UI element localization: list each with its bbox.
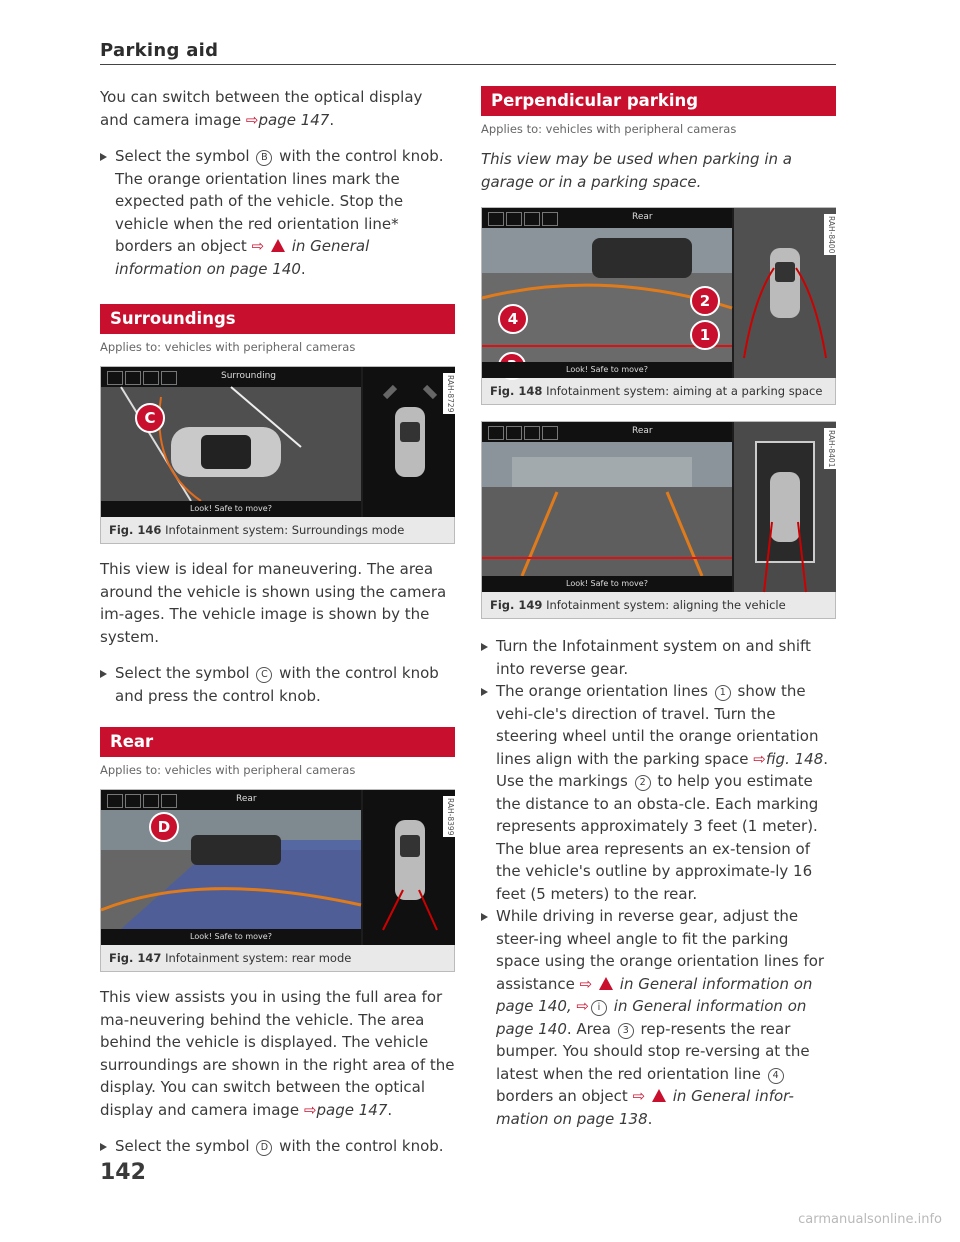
side-view: [734, 422, 836, 592]
text: show the vehi-cle's direction of travel. Turn the steering wheel until the orange orientation lines align with the parking space: [496, 682, 819, 768]
vehicle-top-icon: [734, 208, 836, 378]
instruction-select-b: Select the symbol B with the control knob. The orange orientation lines mark the expected path of the vehicle. Stop the vehicle when the red orientation line* borders an object ⇨ in General information on page 140.: [100, 145, 455, 280]
section-title-rear: Rear: [100, 727, 455, 757]
figure-caption: [482, 378, 835, 404]
warning-icon: [271, 239, 285, 252]
text: . Area: [566, 1019, 611, 1038]
callout-1: 1: [690, 320, 720, 350]
tab-icon: [524, 426, 540, 440]
tab-icon: [542, 426, 558, 440]
warning-strip: Look! Safe to move?: [482, 362, 732, 378]
step-text-rest: with the control knob.: [279, 1137, 444, 1155]
tab-icon: [488, 426, 504, 440]
figure-number: Fig. 147: [109, 951, 162, 965]
status-bar: [101, 367, 361, 387]
applies-note: Applies to: vehicles with peripheral cameras: [100, 763, 356, 777]
step-text: Select the symbol: [115, 1137, 250, 1155]
perpendicular-intro: This view may be used when parking in a garage or in a parking space.: [481, 150, 792, 191]
tab-icon: [488, 212, 504, 226]
tab-icon: [524, 212, 540, 226]
status-bar: [482, 422, 732, 442]
screen-title: Rear: [236, 794, 257, 804]
instruction-list: [481, 635, 836, 1130]
instruction-select-d: [100, 1135, 455, 1158]
page-link[interactable]: page 147: [316, 1100, 388, 1119]
vehicle-top-icon: [363, 367, 455, 517]
arrow-icon: ⇨: [303, 1100, 317, 1119]
tab-icon: [506, 212, 522, 226]
watermark-footer[interactable]: carmanualsonline.info: [798, 1212, 942, 1227]
arrow-icon: ⇨: [245, 110, 259, 129]
tab-icon: [107, 794, 123, 808]
instruction-turn-on: Turn the Infotainment system on and shift into reverse gear.: [481, 635, 836, 680]
figure-number: Fig. 149: [490, 598, 543, 612]
screen-title: Surrounding: [221, 371, 277, 381]
arrow-icon: ⇨: [632, 1087, 646, 1105]
tab-icon: [107, 371, 123, 385]
cross-reference-link[interactable]: in General information on page 140: [496, 997, 807, 1038]
tab-icon: [161, 371, 177, 385]
left-column: [100, 86, 455, 1172]
figure-146: [100, 366, 455, 544]
symbol-b-callout: B: [256, 150, 272, 166]
side-view: [363, 790, 455, 945]
section-title-perpendicular: Perpendicular parking: [481, 86, 836, 116]
tab-icon: [143, 371, 159, 385]
caption-text: Infotainment system: Surroundings mode: [165, 523, 405, 537]
camera-view: [101, 810, 361, 929]
warning-strip: Look! Safe to move?: [101, 501, 361, 517]
figure-number: Fig. 146: [109, 523, 162, 537]
rear-text: This view assists you in using the full area for ma-neuvering behind the vehicle. The area behind the vehicle is displayed. The vehicle surroundings are shown in the right area of the display. You can switch between the optical display and camera image: [100, 988, 455, 1119]
symbol-d-callout: D: [256, 1140, 272, 1156]
figure-link[interactable]: fig. 148: [765, 749, 824, 768]
aligning-screen: [482, 422, 835, 592]
figure-code: RAH-8400: [824, 214, 836, 255]
rear-description: This view assists you in using the full area for ma-neuvering behind the vehicle. The area behind the vehicle is displayed. The vehicle surroundings are shown in the right area of the display. You can switch between the optical display and camera image ⇨page 147.: [100, 988, 455, 1119]
warning-strip: Look! Safe to move?: [482, 576, 732, 592]
arrow-icon: ⇨: [753, 749, 766, 768]
text: While driving in reverse gear, adjust the steer-ing wheel angle to fit the parking space using the orange orientation lines for assistance: [496, 907, 825, 993]
figure-caption: [101, 517, 454, 543]
arrow-icon: ⇨: [251, 237, 265, 255]
caption-text: Infotainment system: aiming at a parking space: [546, 384, 823, 398]
figure-code: RAH-8729: [443, 373, 455, 414]
instruction-select-c: [100, 662, 455, 707]
header-rule: [100, 64, 836, 65]
text: to help you estimate the distance to an obsta-cle. Each marking represents approximately 3 feet (1 meter). The blue area represents an ex-tension of the vehicle's outline by approximate-ly 16 feet (5 meters) to the rear.: [496, 772, 819, 903]
camera-view: [101, 387, 361, 501]
figure-caption: [101, 945, 454, 971]
camera-view: [482, 442, 732, 576]
warning-strip: Look! Safe to move?: [101, 929, 361, 945]
callout-2: 2: [690, 286, 720, 316]
text: rep-resents the rear bumper. You should stop re-versing at the latest when the red orientation line: [496, 1019, 810, 1083]
instruction-steering: While driving in reverse gear, adjust the steer-ing wheel angle to fit the parking space using the orange orientation lines for assistance ⇨ in General information on page 140, ⇨ i in General information on page 140. Area 3 rep-resents the rear bumper. You should stop re-versing at the latest when the red orientation line 4 borders an object ⇨ in General infor-mation on page 138.: [481, 905, 836, 1130]
tab-icon: [143, 794, 159, 808]
section-title-surroundings: Surroundings: [100, 304, 455, 334]
symbol-c-callout: C: [256, 667, 272, 683]
surroundings-description: This view is ideal for maneuvering. The area around the vehicle is shown using the camera im-ages. The vehicle image is shown by the system.: [100, 560, 447, 646]
figure-148: [481, 207, 836, 405]
callout-d: D: [149, 812, 179, 842]
tab-icon: [125, 371, 141, 385]
warning-icon: [599, 977, 613, 990]
callout-2-inline: 2: [635, 775, 651, 791]
screen-title: Rear: [632, 212, 653, 222]
figure-147: [100, 789, 455, 972]
intro-text: You can switch between the optical display and camera image: [100, 88, 423, 129]
arrow-icon: ⇨: [579, 974, 593, 993]
arrow-icon: ⇨: [576, 997, 589, 1015]
side-view: [734, 208, 836, 378]
callout-3-inline: 3: [618, 1023, 634, 1039]
figure-caption: [482, 592, 835, 618]
page-number: 142: [100, 1160, 146, 1185]
cross-reference-link[interactable]: in General information on page 140,: [496, 974, 813, 1015]
tab-icon: [506, 426, 522, 440]
tab-icon: [161, 794, 177, 808]
figure-code: RAH-8401: [824, 428, 836, 469]
intro-paragraph: You can switch between the optical display and camera image ⇨page 147.: [100, 88, 423, 129]
status-bar: [101, 790, 361, 810]
instruction-orientation: [481, 680, 836, 905]
figure-code: RAH-8399: [443, 796, 455, 837]
callout-1-inline: 1: [715, 685, 731, 701]
figure-149: [481, 421, 836, 619]
right-column: [481, 86, 836, 1130]
caption-text: Infotainment system: aligning the vehicle: [546, 598, 786, 612]
caption-text: Infotainment system: rear mode: [165, 951, 352, 965]
text: borders an object: [496, 1087, 628, 1105]
callout-4: 4: [498, 304, 528, 334]
rear-screen: [101, 790, 454, 945]
page-link[interactable]: page 147: [258, 110, 330, 129]
screen-title: Rear: [632, 426, 653, 436]
side-view: [363, 367, 455, 517]
step-text-rest: with the control knob and press the control knob.: [115, 664, 439, 705]
text: The orange orientation lines: [496, 682, 708, 700]
vehicle-top-icon: [734, 422, 836, 592]
warning-icon: [652, 1089, 666, 1102]
cross-reference-link[interactable]: in General information on page 140: [115, 237, 370, 278]
applies-note: Applies to: vehicles with peripheral cameras: [100, 340, 356, 354]
tab-icon: [125, 794, 141, 808]
surroundings-screen: [101, 367, 454, 517]
callout-4-inline: 4: [768, 1068, 784, 1084]
text: . Use the markings: [496, 749, 829, 790]
page-header: Parking aid: [100, 40, 219, 61]
applies-note: Applies to: vehicles with peripheral cameras: [481, 122, 737, 136]
info-icon: i: [591, 1000, 607, 1016]
tab-icon: [542, 212, 558, 226]
vehicle-top-icon: [363, 790, 455, 945]
step-text-rest: with the control knob. The orange orientation lines mark the expected path of the vehicle. Stop the vehicle when the red orientation line* borders an object: [115, 147, 444, 255]
aiming-screen: [482, 208, 835, 378]
figure-number: Fig. 148: [490, 384, 543, 398]
cross-reference-link[interactable]: in General infor-mation on page 138: [496, 1087, 794, 1128]
step-text: Select the symbol: [115, 664, 250, 682]
callout-c: C: [135, 403, 165, 433]
step-text: Select the symbol: [115, 147, 250, 165]
status-bar: [482, 208, 732, 228]
